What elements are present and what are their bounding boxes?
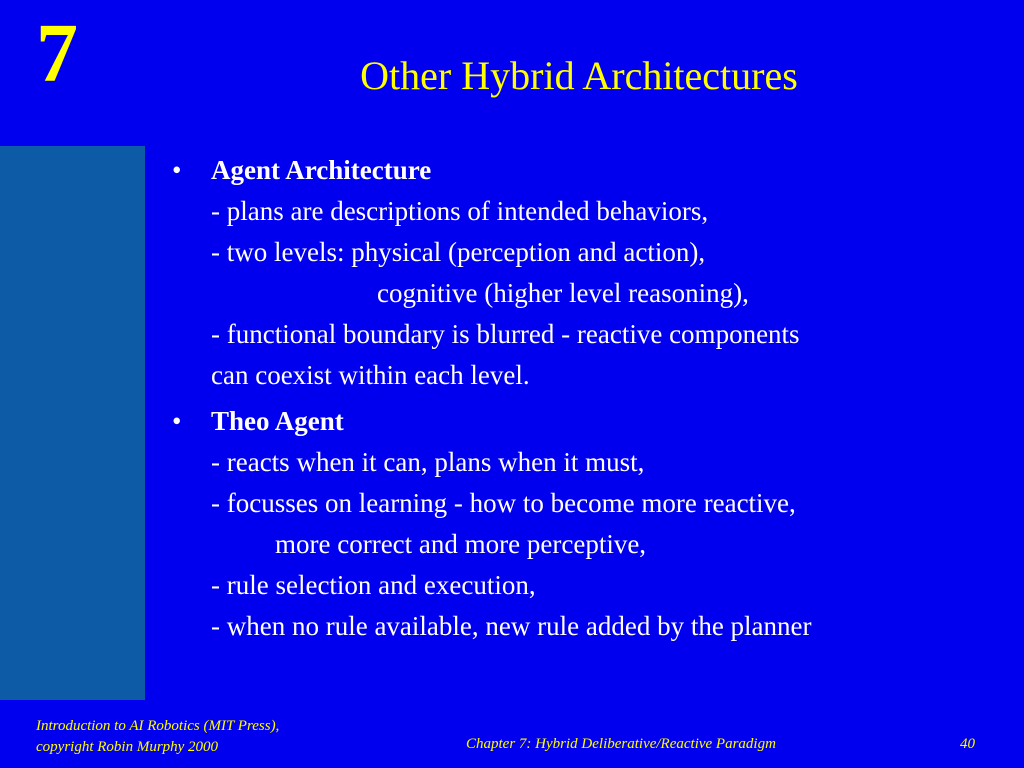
bullet-line: more correct and more perceptive, <box>275 529 647 559</box>
bullet-line: - functional boundary is blurred - reactive components <box>211 319 800 349</box>
bullet-theo-agent <box>172 401 1002 647</box>
bullet-dot: • <box>172 155 182 185</box>
bullet-heading: Agent Architecture <box>211 155 432 185</box>
bullet-line: - reacts when it can, plans when it must, <box>211 447 645 477</box>
bullet-line: - when no rule available, new rule added by the planner <box>211 611 812 641</box>
bullet-dot: • <box>172 406 182 436</box>
footer-chapter: Chapter 7: Hybrid Deliberative/Reactive Paradigm <box>466 736 776 752</box>
footer-copyright <box>36 716 279 758</box>
page-number: 40 <box>960 736 975 752</box>
bullet-agent-architecture <box>172 150 1002 396</box>
slide-title: Other Hybrid Architectures <box>360 53 798 98</box>
bullet-line: - plans are descriptions of intended behaviors, <box>211 196 709 226</box>
bullet-line: - rule selection and execution, <box>211 570 536 600</box>
bullet-heading: Theo Agent <box>211 406 344 436</box>
bullet-line: - focusses on learning - how to become more reactive, <box>211 488 796 518</box>
footer-line: Introduction to AI Robotics (MIT Press), <box>36 718 280 734</box>
bullet-line: can coexist within each level. <box>211 360 530 390</box>
side-panel <box>0 146 145 700</box>
chapter-number: 7 <box>36 7 78 100</box>
slide-content <box>172 150 1002 652</box>
bullet-line: - two levels: physical (perception and action), <box>211 237 706 267</box>
bullet-line: cognitive (higher level reasoning), <box>377 278 749 308</box>
footer-line: copyright Robin Murphy 2000 <box>36 739 219 755</box>
